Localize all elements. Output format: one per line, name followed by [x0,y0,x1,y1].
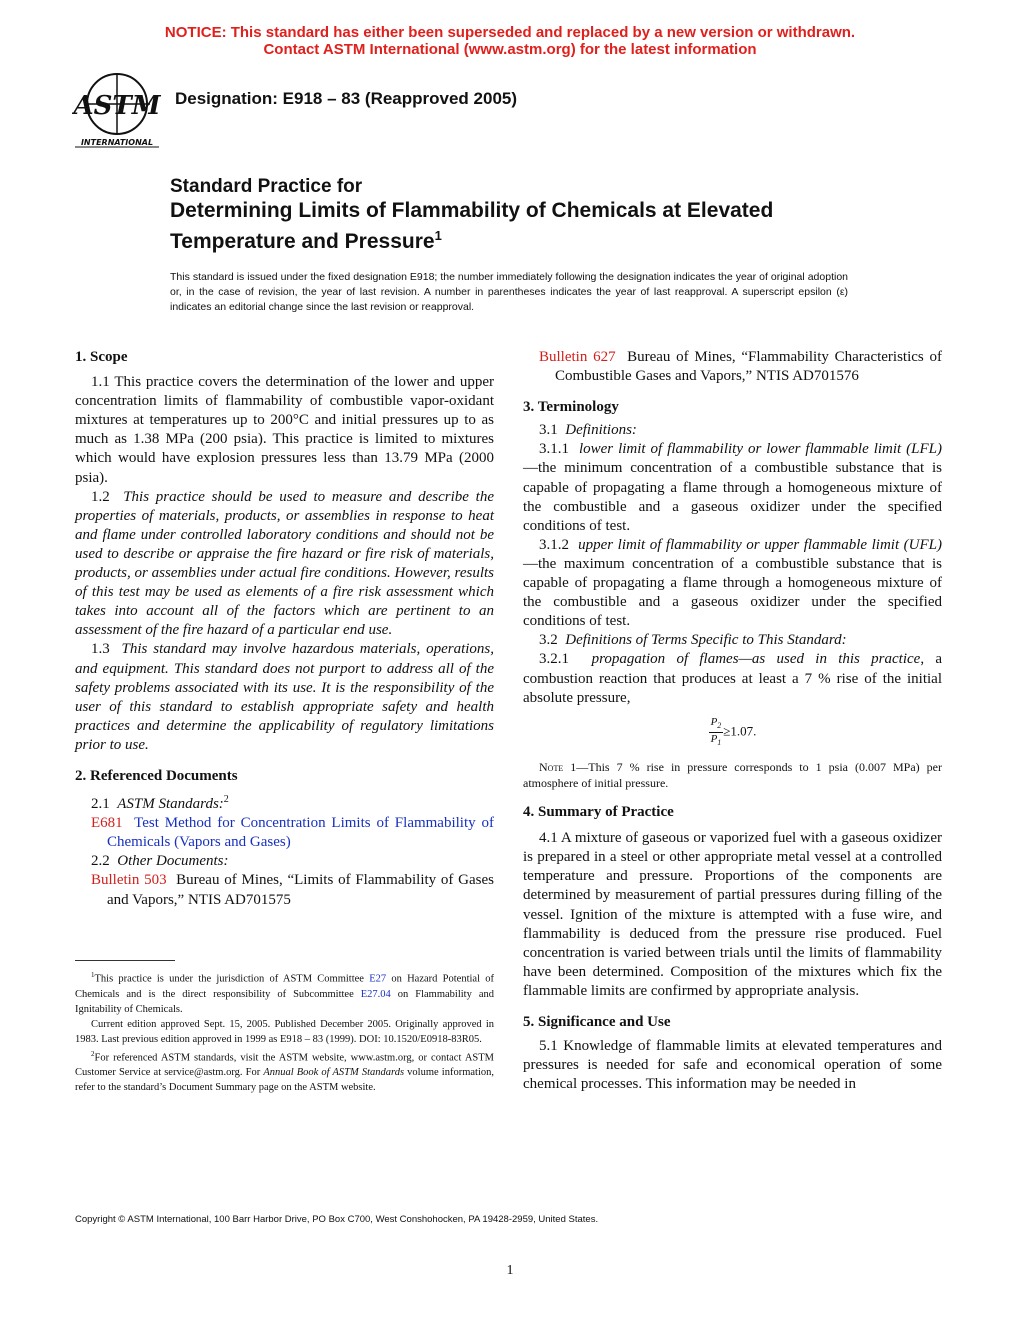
title-line-1: Standard Practice for [170,176,363,197]
reference-e681[interactable] [75,814,494,852]
bulletin-503-link[interactable]: Bulletin 503 [91,872,167,889]
reference-bulletin-627: Bulletin 627 Bureau of Mines, “Flammability Characteristics of Combustible Gases and Vapors,” NTIS AD701576 [539,349,943,385]
supersede-notice [0,24,1020,58]
title-line-2: Determining Limits of Flammability of Chemicals at Elevated [170,199,774,222]
notice-line-1: NOTICE: This standard has either been superseded and replaced by a new version or withdrawn. [164,24,856,41]
paragraph-5-1: 5.1 Knowledge of flammable limits at elevated temperatures and pressures is needed for safe and economical operation of some chemical processes. This information may be needed in [523,1038,942,1093]
footnotes [75,968,494,1095]
title-line-3: Temperature and Pressure$^1$ [170,228,442,253]
logo-text: ASTM [73,91,161,121]
committee-e27-link[interactable]: E27 [369,973,387,985]
paragraph-3-1: 3.1 Definitions: [539,422,637,439]
section-heading-referenced-documents: 2. Referenced Documents [75,767,238,784]
paragraph-1-2: 1.2 This practice should be used to measure and describe the properties of materials, products, or assemblies in response to heat and flame under controlled laboratory conditions and should not be used to describe or appraise the fire hazard or fire risk of materials, products, or assemblies under actual fire conditions. However, results of this test may be used as elements of a fire risk assessment which takes into account all of the factors which are pertinent to an assessment of the fire hazard of a particular end use. [75,488,495,639]
reference-bulletin-503: Bulletin 503 Bureau of Mines, “Limits of Flammability of Gases and Vapors,” NTIS AD701575 [91,872,495,908]
paragraph-3-2-1: 3.2.1 propagation of flames—as used in this practice, a combustion reaction that produces at least a 7 % rise of the initial absolute pressure, [523,651,942,706]
pressure-ratio-equation: $\frac{P_2}{P_1}\ge 1.07$. [710,715,757,748]
document-title [170,175,870,254]
bulletin-627-link[interactable]: Bulletin 627 [539,349,616,365]
section-heading-terminology: 3. Terminology [523,399,619,416]
paragraph-2-2: 2.2 Other Documents: [91,853,229,870]
issuance-statement: This standard is issued under the fixed designation E918; the number immediately following the designation indicates the year of original adoption or, in the case of revision, the year of last revision. A number in parentheses indicates the year of last reapproval. A superscript epsilon (ε) indicates an editorial change since the last revision or reapproval. [170,271,848,313]
note-1: Note 1—This 7 % rise in pressure corresponds to 1 psia (0.007 MPa) per atmosphere of initial pressure. [523,760,943,791]
footnote-1: $^1$This practice is under the jurisdiction of ASTM Committee E27 on Hazard Potential of Chemicals and is the direct responsibility of Subcommittee E27.04 on Flammability and Ignitability of Chemicals. [75,971,494,1015]
section-heading-summary: 4. Summary of Practice [523,804,674,821]
footnote-1-edition: Current edition approved Sept. 15, 2005. Published December 2005. Originally approved in 1983. Last previous edition approved in 1999 as E918 – 83 (1999). DOI: 10.1520/E0918-83R05. [75,1018,494,1045]
paragraph-3-2: 3.2 Definitions of Terms Specific to This Standard: [539,632,847,649]
designation: Designation: E918 – 83 (Reapproved 2005) [175,89,518,108]
paragraph-1-1: 1.1 This practice covers the determination of the lower and upper concentration limits of flammability of combustible vapor-oxidant mixtures at temperatures up to 200°C and initial pressures up to as much as 1.38 MPa (200 psia). This practice is limited to mixtures which would have explosion pressures less than 13.79 MPa (2000 psia). [75,374,494,486]
title-footnote-mark: 1 [434,228,442,243]
paragraph-2-1: 2.1 ASTM Standards:$^2$ [91,794,229,813]
page-number: 1 [506,1263,514,1278]
e681-title-link[interactable]: Test Method for Concentration Limits of Flammability of Chemicals (Vapors and Gases) [107,815,494,851]
section-heading-significance: 5. Significance and Use [523,1014,671,1030]
paragraph-3-1-1: 3.1.1 lower limit of flammability or lower flammable limit (LFL)—the minimum concentration of a combustible substance that is capable of propagating a flame through a homogeneous mixture of the combustible and a gaseous oxidizer under the specified conditions of test. [523,441,942,534]
notice-line-2: Contact ASTM International (www.astm.org) for the latest information [263,41,757,58]
paragraph-3-1-2: 3.1.2 upper limit of flammability or upper flammable limit (UFL)—the maximum concentration of a combustible substance that is capable of propagating a flame through a homogeneous mixture of the combustible and a gaseous oxidizer under the specified conditions of test. [523,536,943,630]
paragraph-1-3: 1.3 This standard may involve hazardous materials, operations, and equipment. This standard does not purport to address all of the safety problems associated with its use. It is the responsibility of the user of this standard to establish appropriate safety and health practices and determine the applicability of regulatory limitations prior to use. [75,641,494,753]
paragraph-4-1: 4.1 A mixture of gaseous or vaporized fuel with a gaseous oxidizer is prepared in a steel or other appropriate metal vessel at a controlled temperature and pressure. Proportions of the components are determined by measurement of partial pressures during filling of the vessel. Ignition of the mixture is attempted with a fuse wire, and flammability is deduced from the pressure rise produced. Fuel concentration is varied between trials until the limits of flammability have been determined. Composition of the mixtures which fix the flammable limits are confirmed by appropriate analysis. [523,830,942,999]
astm-logo [72,72,162,152]
logo-subtext: INTERNATIONAL [80,138,154,147]
left-column [75,348,494,910]
e681-code-link[interactable]: E681 [91,815,123,832]
copyright-line: Copyright © ASTM International, 100 Barr Harbor Drive, PO Box C700, West Conshohocken, PA 19428-2959, United States. [75,1214,599,1225]
footnote-divider [75,960,175,961]
right-column [523,348,942,1094]
subcommittee-e27-04-link[interactable]: E27.04 [360,988,391,1000]
section-heading-scope: 1. Scope [75,349,128,365]
footnote-2: $^2$For referenced ASTM standards, visit the ASTM website, www.astm.org, or contact ASTM Customer Service at service@astm.org. For Annual Book of ASTM Standards volume information, refer to the standard’s Document Summary page on the ASTM website. [75,1049,494,1093]
